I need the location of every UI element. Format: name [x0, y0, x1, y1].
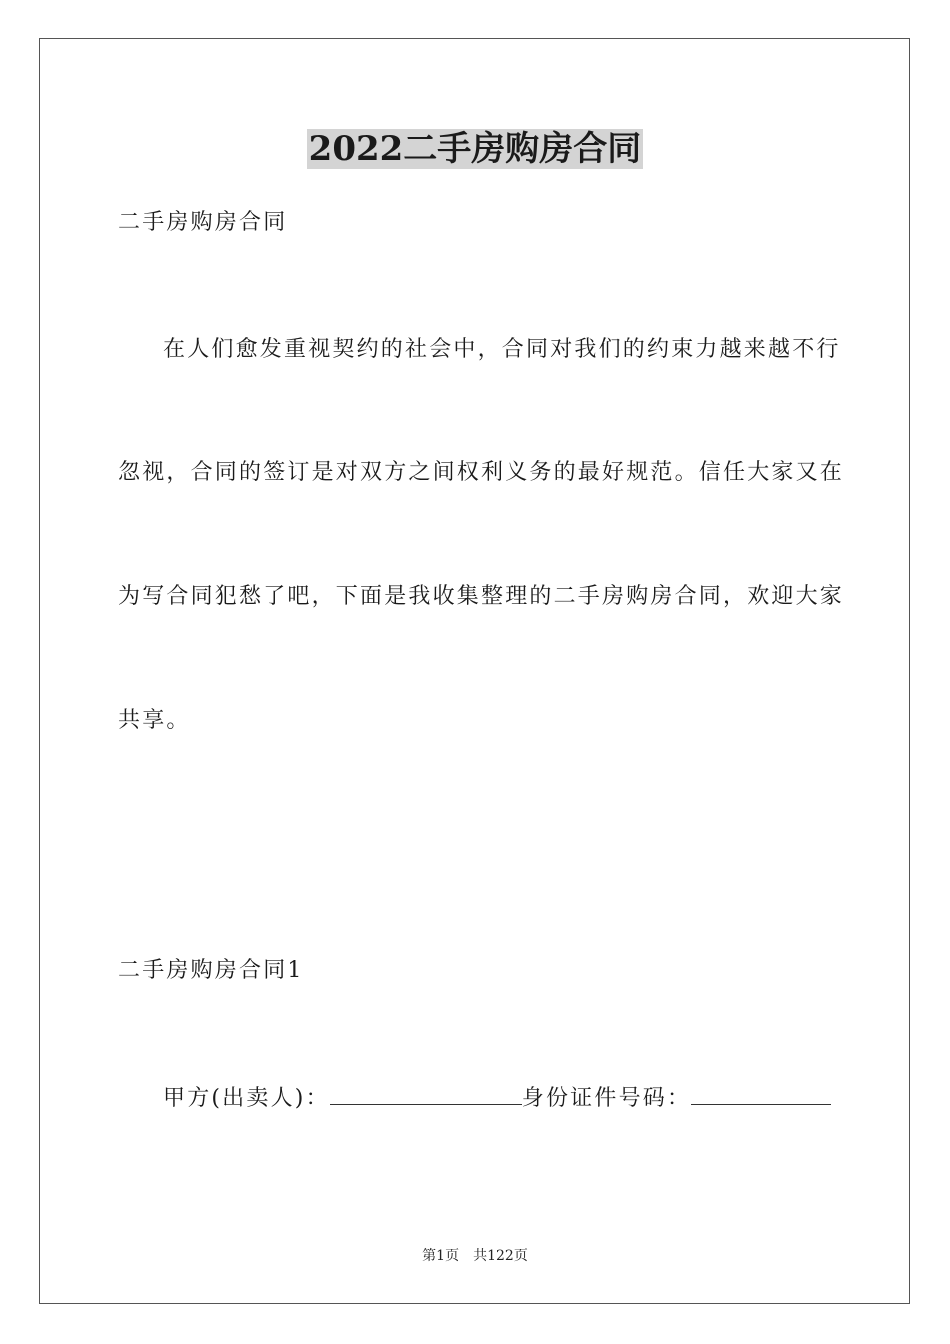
- id-number-blank: [691, 1082, 831, 1105]
- intro-line-3: 为写合同犯愁了吧，下面是我收集整理的二手房购房合同，欢迎大家: [118, 584, 845, 609]
- party-a-row: [163, 1082, 834, 1114]
- page-footer: [0, 1246, 950, 1266]
- document-title-text: 2022二手房购房合同: [308, 129, 642, 169]
- section-heading: 二手房购房合同1: [118, 958, 304, 983]
- document-subtitle: 二手房购房合同: [118, 210, 288, 235]
- party-a-blank: [330, 1082, 522, 1105]
- intro-line-4: 共享。: [118, 708, 191, 733]
- page-number-total: 共122页: [473, 1248, 528, 1264]
- party-a-label: 甲方(出卖人)：: [163, 1086, 330, 1111]
- page-number-current: 第1页: [422, 1248, 460, 1264]
- intro-line-2: 忽视，合同的签订是对双方之间权利义务的最好规范。信任大家又在: [118, 460, 845, 485]
- intro-line-1: 在人们愈发重视契约的社会中，合同对我们的约束力越来越不行: [163, 337, 841, 362]
- id-number-label: 身份证件号码：: [521, 1086, 692, 1111]
- document-title: [0, 126, 950, 172]
